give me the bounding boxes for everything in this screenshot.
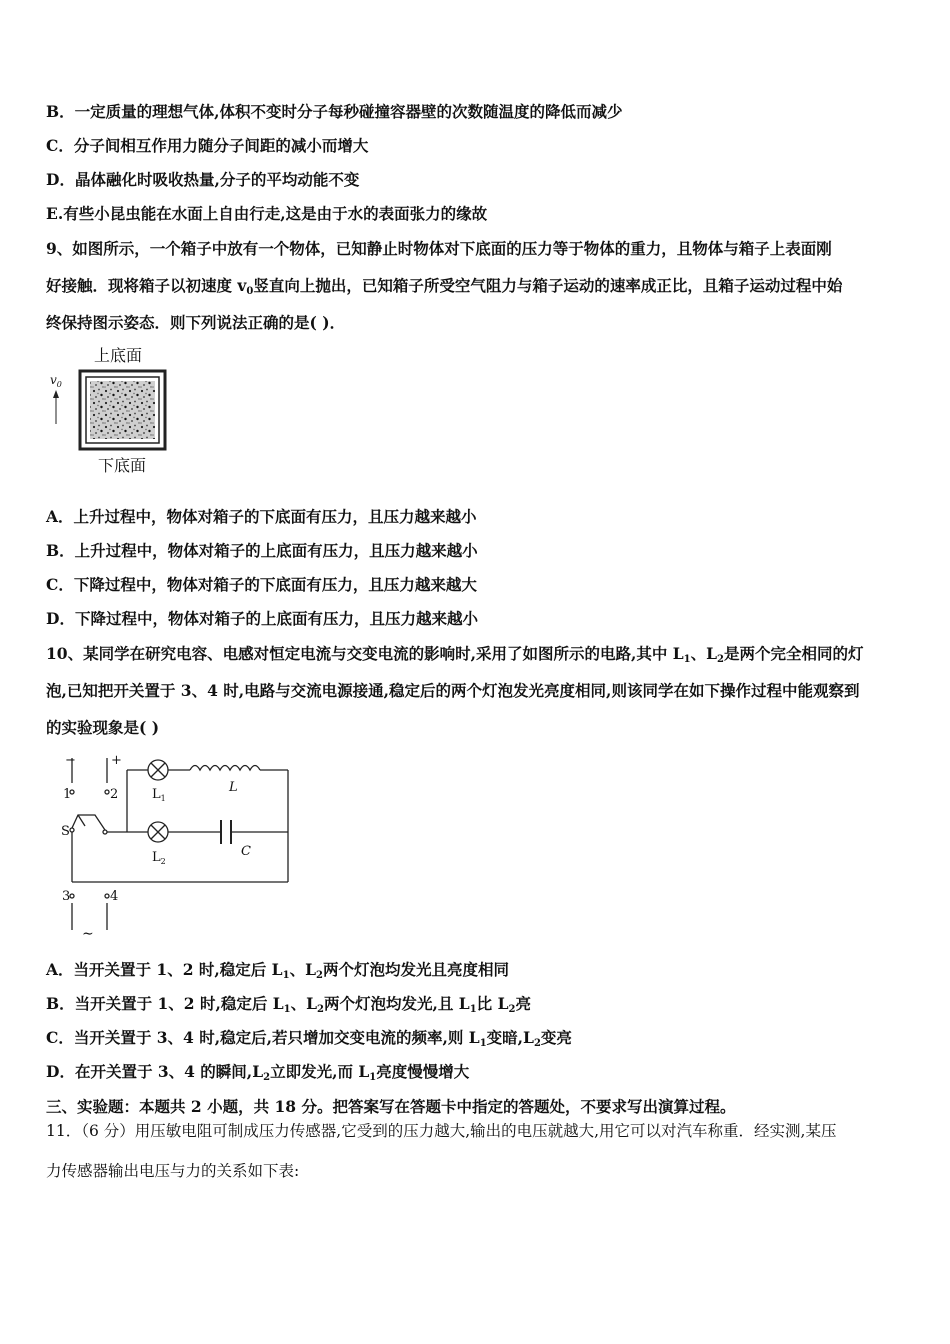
terminal-2-post bbox=[105, 790, 109, 794]
q9-option-c: C．下降过程中，物体对箱子的下底面有压力，且压力越来越大 bbox=[46, 575, 477, 594]
terminal-3-label: 3 bbox=[62, 889, 71, 904]
q10-option-b: B．当开关置于 1、2 时,稳定后 $L_1$、$L_2$两个灯泡均发光,且 $L_1$比 $L_2$亮 bbox=[46, 994, 531, 1015]
circuit-figure bbox=[55, 748, 305, 943]
q9-option-d: D．下降过程中，物体对箱子的上底面有压力，且压力越来越小 bbox=[46, 609, 478, 628]
switch-blade-inner bbox=[78, 815, 85, 826]
q9-stem-line3: 终保持图示姿态．则下列说法正确的是( )． bbox=[46, 313, 346, 332]
minus-sign: − bbox=[65, 753, 76, 768]
velocity-arrow-head bbox=[53, 390, 59, 398]
terminal-4-post bbox=[105, 894, 109, 898]
inductor-coil bbox=[190, 766, 260, 771]
q9-option-a: A．上升过程中，物体对箱子的下底面有压力，且压力越来越小 bbox=[46, 507, 477, 526]
inductor-label: L bbox=[229, 780, 238, 795]
box-figure bbox=[44, 340, 184, 480]
q10-option-d: D．在开关置于 3、4 的瞬间$,L_2$立即发光,而 $L_1$亮度慢慢增大 bbox=[46, 1062, 470, 1083]
switch-label: S bbox=[61, 824, 70, 839]
switch-pivot-left bbox=[70, 828, 74, 832]
q10-option-c: C．当开关置于 3、4 时,稳定后,若只增加交变电流的频率,则 $L_1$变暗$,L_2$变亮 bbox=[46, 1028, 572, 1049]
object-block bbox=[90, 381, 155, 439]
q8-option-c: C．分子间相互作用力随分子间距的减小而增大 bbox=[46, 136, 369, 155]
terminal-4-label: 4 bbox=[110, 889, 119, 904]
velocity-label: $v_0$ bbox=[50, 373, 62, 389]
top-surface-label: 上底面 bbox=[94, 346, 143, 365]
lamp-l1-label: $L_1$ bbox=[152, 787, 166, 803]
q10-stem-line2: 泡,已知把开关置于 3、4 时,电路与交流电源接通,稳定后的两个灯泡发光亮度相同,则该同学在如下操作过程中能观察到 bbox=[46, 681, 860, 700]
capacitor-label: C bbox=[241, 844, 251, 859]
switch-pivot-right bbox=[103, 830, 107, 834]
q9-stem-line2: 好接触．现将箱子以初速度 $v_0$竖直向上抛出，已知箱子所受空气阻力与箱子运动的速率成正比，且箱子运动过程中始 bbox=[46, 276, 843, 297]
switch-blade bbox=[72, 815, 105, 830]
plus-sign: + bbox=[111, 753, 122, 768]
terminal-2-label: 2 bbox=[110, 787, 119, 802]
q9-stem-line1: 9、如图所示，一个箱子中放有一个物体，已知静止时物体对下底面的压力等于物体的重力，且物体与箱子上表面刚 bbox=[46, 239, 832, 258]
lamp-l2-label: $L_2$ bbox=[152, 850, 166, 866]
terminal-3-post bbox=[70, 894, 74, 898]
bottom-surface-label: 下底面 bbox=[98, 456, 147, 475]
q11-stem-line1: 11．（6 分）用压敏电阻可制成压力传感器,它受到的压力越大,输出的电压就越大,用它可以对汽车称重．经实测,某压 bbox=[46, 1122, 837, 1140]
q10-stem-line3: 的实验现象是( ) bbox=[46, 718, 160, 737]
q10-option-a: A．当开关置于 1、2 时,稳定后 $L_1$、$L_2$两个灯泡均发光且亮度相同 bbox=[46, 960, 509, 981]
q9-option-b: B．上升过程中，物体对箱子的上底面有压力，且压力越来越小 bbox=[46, 541, 478, 560]
q11-stem-line2: 力传感器输出电压与力的关系如下表: bbox=[46, 1162, 300, 1180]
terminal-1-label: 1 bbox=[63, 787, 72, 802]
q8-option-d: D．晶体融化时吸收热量,分子的平均动能不变 bbox=[46, 170, 360, 189]
q10-stem-line1: 10、某同学在研究电容、电感对恒定电流与交变电流的影响时,采用了如图所示的电路,其中 $L_1$、$L_2$是两个完全相同的灯 bbox=[46, 644, 864, 665]
ac-source-symbol: ∼ bbox=[82, 926, 94, 942]
section-3-heading: 三、实验题：本题共 2 小题，共 18 分。把答案写在答题卡中指定的答题处，不要求写出演算过程。 bbox=[46, 1097, 736, 1116]
q8-option-b: B．一定质量的理想气体,体积不变时分子每秒碰撞容器壁的次数随温度的降低而减少 bbox=[46, 102, 623, 121]
q8-option-e: E.有些小昆虫能在水面上自由行走,这是由于水的表面张力的缘故 bbox=[46, 204, 488, 223]
